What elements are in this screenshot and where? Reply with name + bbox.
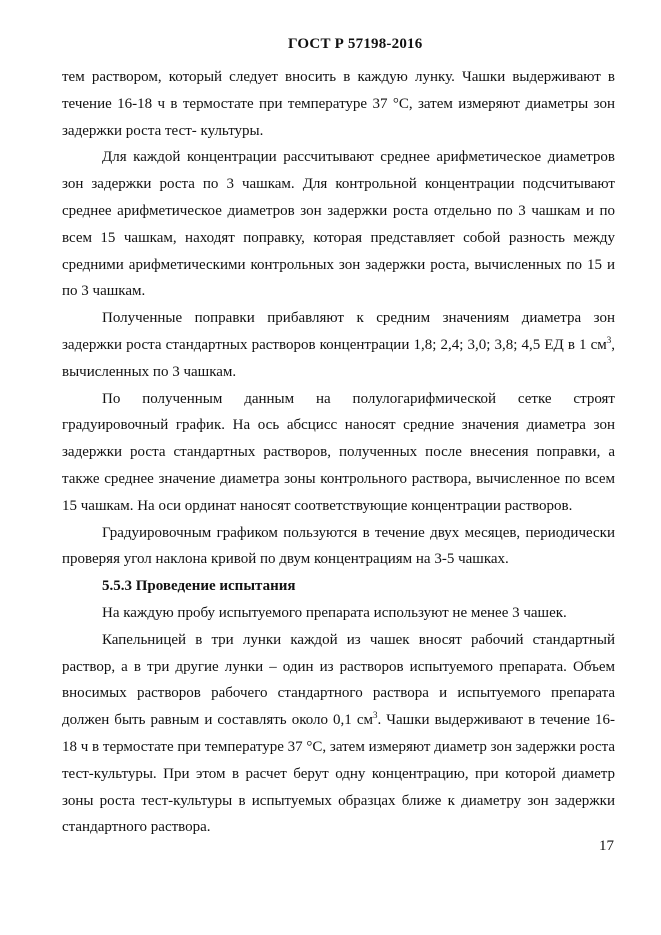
superscript: 3: [372, 710, 378, 721]
superscript: 3: [606, 334, 612, 345]
paragraph-corrections-tail: , вычисленных по 3 чашкам.: [62, 336, 615, 380]
paragraph-corrections-text: Полученные поправки прибавляют к средним значениям диаметра зон задержки роста стандартных растворов концентрации 1,8; 2,4; 3,0; 3,8; 4,5 ЕД в 1 см: [62, 310, 615, 353]
paragraph-corrections: [62, 305, 615, 385]
document-header: ГОСТ Р 57198-2016: [288, 36, 423, 52]
paragraph-continuation: тем раствором, который следует вносить в каждую лунку. Чашки выдерживают в течение 16-18 ч в термостате при температуре 37 °С, затем измеряют диаметры зон задержки роста тест- культуры.: [62, 69, 615, 139]
document-body: [62, 64, 615, 841]
section-heading: 5.5.3 Проведение испытания: [102, 578, 296, 595]
paragraph-test-procedure-text: Капельницей в три лунки каждой из чашек вносят рабочий стандартный раствор, а в три другие лунки – один из растворов испытуемого препарата. Объем вносимых растворов рабочего стандартного раствора и испытуемого препарата должен быть равным и составлять около 0,1 см: [62, 631, 615, 729]
paragraph-test-procedure-tail: . Чашки выдерживают в течение 16- 18 ч в термостате при температуре 37 °С, затем измеряют диаметр зон задержки роста тест-культуры. При этом в расчет берут одну концентрацию, при которой диаметр зоны роста тест-культуры в испытуемых образцах ближе к диаметру зон задержки стандартного раствора.: [62, 712, 615, 836]
paragraph-graph-usage: Градуировочным графиком пользуются в течение двух месяцев, периодически проверяя угол наклона кривой по двум концентрациям на 3-5 чашках.: [62, 524, 615, 568]
paragraph-test-procedure: [62, 627, 615, 841]
paragraph-sample-count: На каждую пробу испытуемого препарата используют не менее 3 чашек.: [102, 604, 567, 621]
paragraph-average-calculation: Для каждой концентрации рассчитывают среднее арифметическое диаметров зон задержки роста по 3 чашкам. Для контрольной концентрации подсчитывают среднее арифметическое диаметров зон задержки роста отдельно по 3 чашкам и по всем 15 чашкам, находят поправку, которая представляет собой разность между средними арифметическими контрольных зон задержки роста, вычисленных по 15 и по 3 чашкам.: [62, 149, 615, 300]
paragraph-calibration-graph: По полученным данным на полулогарифмической сетке строят градуировочный график. На ось абсцисс наносят средние значения диаметра зон задержки роста стандартных растворов, полученных после внесения поправки, а также среднее значение диаметра зоны контрольного раствора, вычисленное по всем 15 чашкам. На оси ординат наносят соответствующие концентрации растворов.: [62, 390, 615, 514]
page-number: 17: [599, 838, 614, 854]
